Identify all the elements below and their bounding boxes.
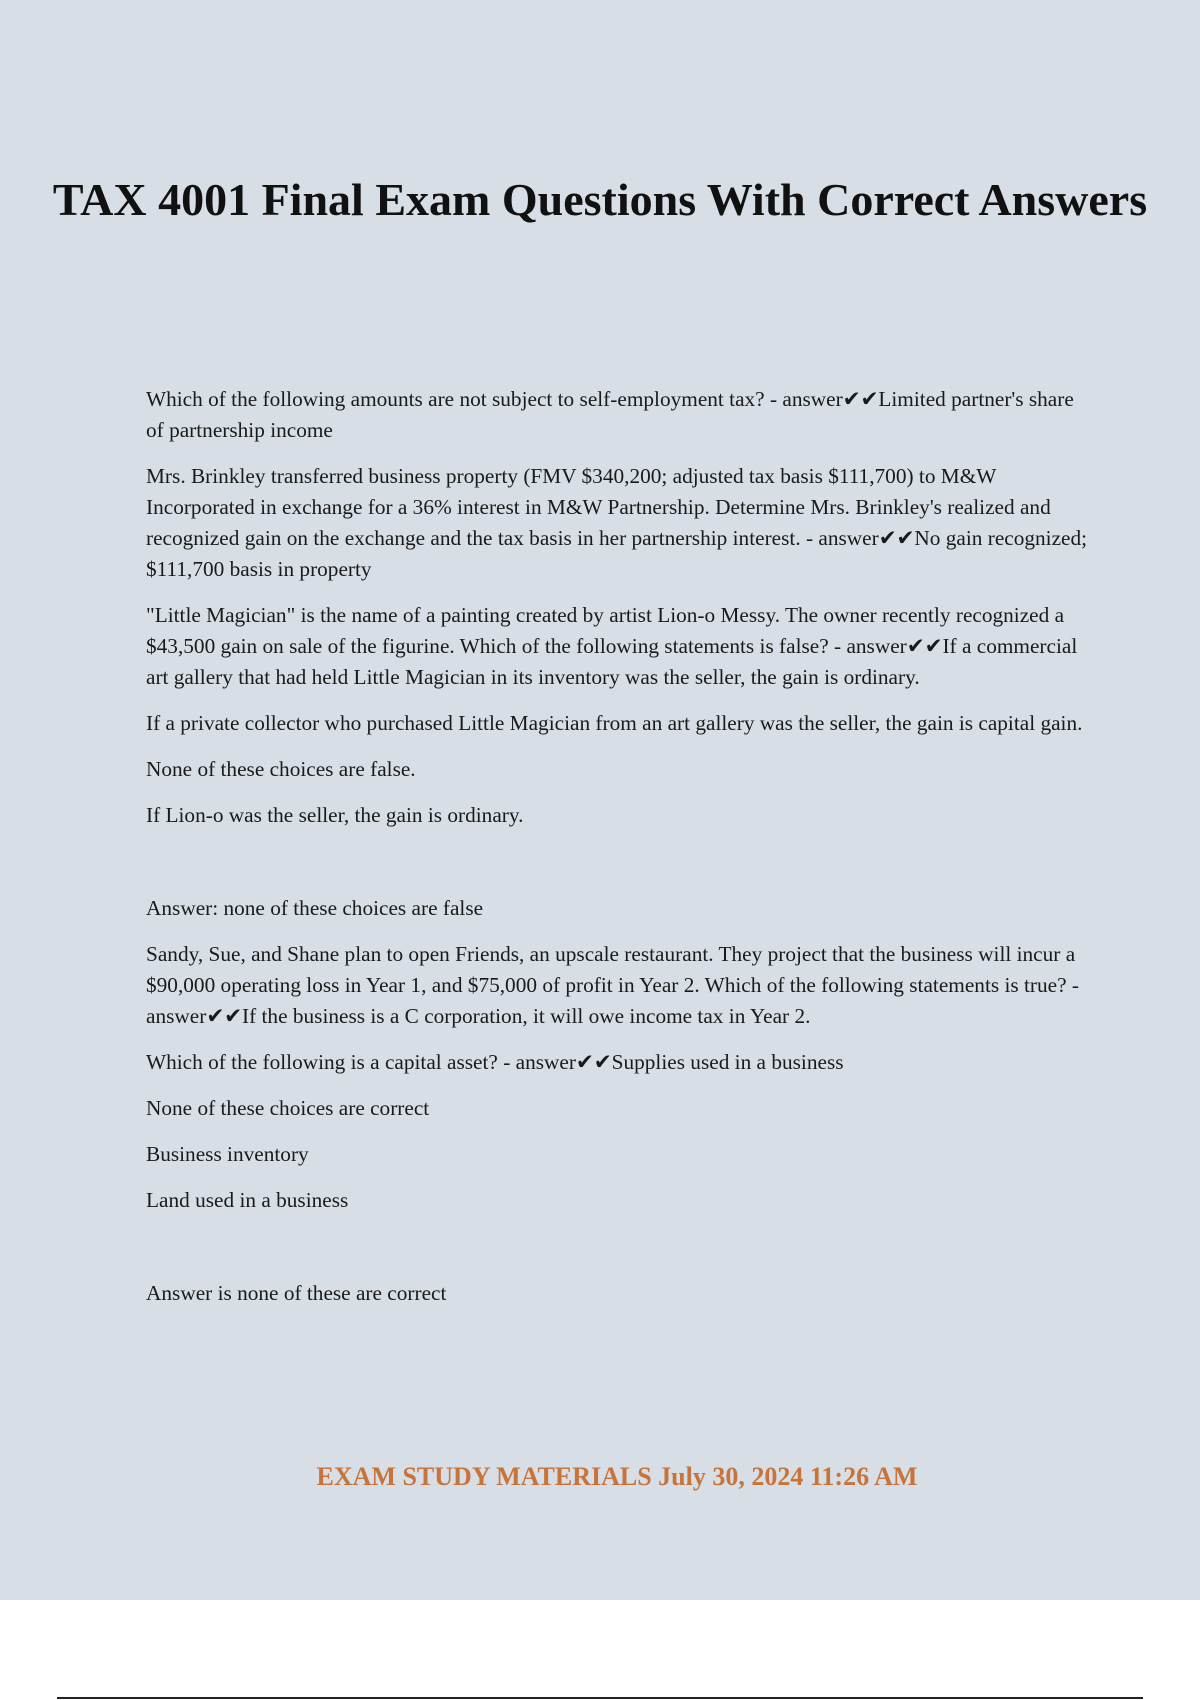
- qa-paragraph-5: Which of the following is a capital asset? - answer✔✔Supplies used in a business: [146, 1050, 844, 1074]
- answer-paragraph-2: Answer is none of these are correct: [146, 1281, 447, 1305]
- choice-paragraph-1: If a private collector who purchased Little Magician from an art gallery was the seller, the gain is capital gain.: [146, 711, 1083, 735]
- study-materials-stamp: EXAM STUDY MATERIALS July 30, 2024 11:26 AM: [316, 1462, 918, 1491]
- qa-paragraph-4: Sandy, Sue, and Shane plan to open Friends, an upscale restaurant. They project that the business will incur a $90,000 operating loss in Year 1, and $75,000 of profit in Year 2. Which of the following statements is true? - answer✔✔If the business is a C corporation, it will owe income tax in Year 2.: [146, 942, 1079, 1028]
- document-body: [146, 384, 1096, 1324]
- answer-paragraph-1: Answer: none of these choices are false: [146, 896, 484, 920]
- document-title: TAX 4001 Final Exam Questions With Correct Answers: [52, 174, 1148, 225]
- choice-paragraph-6: Land used in a business: [146, 1188, 349, 1212]
- qa-paragraph-2: Mrs. Brinkley transferred business property (FMV $340,200; adjusted tax basis $111,700) to M&W Incorporated in exchange for a 36% interest in M&W Partnership. Determine Mrs. Brinkley's realized and recognized gain on the exchange and the tax basis in her partnership interest. - answer✔✔No gain recognized; $111,700 basis in property: [146, 464, 1088, 581]
- qa-paragraph-1: Which of the following amounts are not subject to self-employment tax? - answer✔✔Limited partner's share of partnership income: [146, 387, 1074, 442]
- choice-paragraph-3: If Lion-o was the seller, the gain is ordinary.: [146, 803, 524, 827]
- footer-divider: [57, 1697, 1143, 1699]
- qa-paragraph-3: "Little Magician" is the name of a painting created by artist Lion-o Messy. The owner recently recognized a $43,500 gain on sale of the figurine. Which of the following statements is false? - answer✔✔If a commercial art gallery that had held Little Magician in its inventory was the seller, the gain is ordinary.: [146, 603, 1078, 689]
- choice-paragraph-2: None of these choices are false.: [146, 757, 416, 781]
- choice-paragraph-5: Business inventory: [146, 1142, 309, 1166]
- choice-paragraph-4: None of these choices are correct: [146, 1096, 430, 1120]
